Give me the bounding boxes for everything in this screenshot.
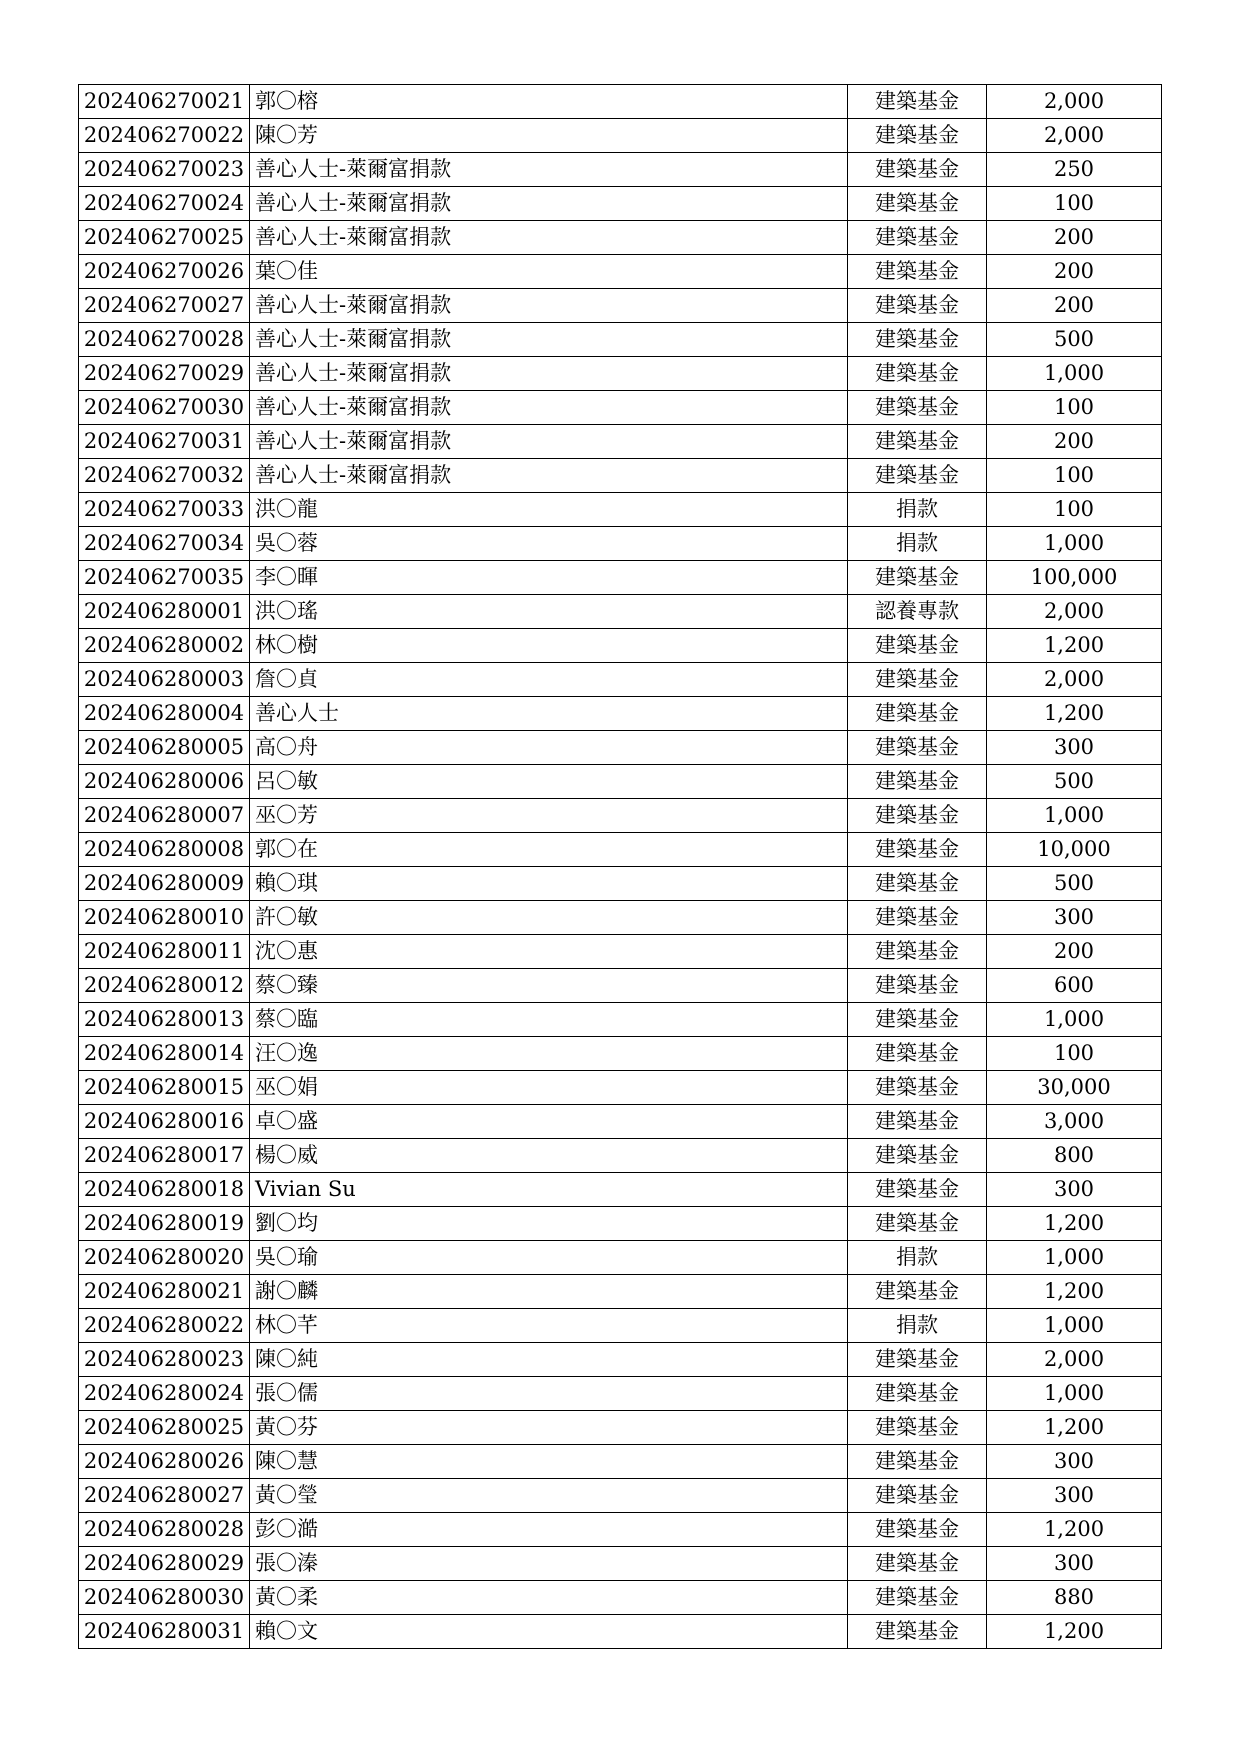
receipt-number-cell: 202406280029 [79, 1547, 250, 1581]
donor-name-cell: 洪〇龍 [250, 493, 848, 527]
donation-type-cell: 建築基金 [848, 323, 987, 357]
donor-name-cell: 洪〇瑤 [250, 595, 848, 629]
receipt-number-cell: 202406280026 [79, 1445, 250, 1479]
donor-name-cell: 善心人士-萊爾富捐款 [250, 391, 848, 425]
amount-cell: 1,000 [987, 527, 1162, 561]
receipt-number-cell: 202406270023 [79, 153, 250, 187]
table-row [79, 1513, 1162, 1547]
table-row [79, 799, 1162, 833]
donor-name-cell: 楊〇威 [250, 1139, 848, 1173]
receipt-number-cell: 202406270034 [79, 527, 250, 561]
amount-cell: 3,000 [987, 1105, 1162, 1139]
receipt-number-cell: 202406280022 [79, 1309, 250, 1343]
receipt-number-cell: 202406280004 [79, 697, 250, 731]
donation-type-cell: 建築基金 [848, 935, 987, 969]
receipt-number-cell: 202406280017 [79, 1139, 250, 1173]
donation-type-cell: 建築基金 [848, 1173, 987, 1207]
donor-name-cell: 善心人士-萊爾富捐款 [250, 425, 848, 459]
amount-cell: 1,000 [987, 1241, 1162, 1275]
receipt-number-cell: 202406280031 [79, 1615, 250, 1649]
donation-type-cell: 建築基金 [848, 799, 987, 833]
amount-cell: 600 [987, 969, 1162, 1003]
donation-type-cell: 建築基金 [848, 1377, 987, 1411]
table-row [79, 1105, 1162, 1139]
table-row [79, 901, 1162, 935]
table-row [79, 255, 1162, 289]
receipt-number-cell: 202406270024 [79, 187, 250, 221]
amount-cell: 1,000 [987, 1003, 1162, 1037]
table-row [79, 663, 1162, 697]
receipt-number-cell: 202406280010 [79, 901, 250, 935]
receipt-number-cell: 202406280016 [79, 1105, 250, 1139]
amount-cell: 200 [987, 221, 1162, 255]
donation-type-cell: 建築基金 [848, 561, 987, 595]
receipt-number-cell: 202406270031 [79, 425, 250, 459]
table-row [79, 595, 1162, 629]
table-row [79, 629, 1162, 663]
donation-type-cell: 建築基金 [848, 1343, 987, 1377]
table-row [79, 1207, 1162, 1241]
table-row [79, 935, 1162, 969]
donor-name-cell: 賴〇文 [250, 1615, 848, 1649]
donor-name-cell: 郭〇榕 [250, 85, 848, 119]
donor-name-cell: Vivian Su [250, 1173, 848, 1207]
amount-cell: 1,200 [987, 1513, 1162, 1547]
donation-type-cell: 建築基金 [848, 1139, 987, 1173]
receipt-number-cell: 202406280011 [79, 935, 250, 969]
amount-cell: 2,000 [987, 85, 1162, 119]
receipt-number-cell: 202406280030 [79, 1581, 250, 1615]
donor-name-cell: 善心人士 [250, 697, 848, 731]
donor-name-cell: 善心人士-萊爾富捐款 [250, 289, 848, 323]
amount-cell: 300 [987, 1445, 1162, 1479]
receipt-number-cell: 202406280028 [79, 1513, 250, 1547]
donation-type-cell: 捐款 [848, 1241, 987, 1275]
receipt-number-cell: 202406280014 [79, 1037, 250, 1071]
donor-name-cell: 郭〇在 [250, 833, 848, 867]
table-row [79, 697, 1162, 731]
donor-name-cell: 沈〇惠 [250, 935, 848, 969]
donation-type-cell: 建築基金 [848, 969, 987, 1003]
donation-type-cell: 建築基金 [848, 459, 987, 493]
donor-name-cell: 善心人士-萊爾富捐款 [250, 187, 848, 221]
donation-type-cell: 建築基金 [848, 629, 987, 663]
table-row [79, 119, 1162, 153]
amount-cell: 1,000 [987, 1309, 1162, 1343]
donor-name-cell: 許〇敏 [250, 901, 848, 935]
table-row [79, 289, 1162, 323]
receipt-number-cell: 202406280021 [79, 1275, 250, 1309]
donation-type-cell: 建築基金 [848, 765, 987, 799]
receipt-number-cell: 202406270033 [79, 493, 250, 527]
donation-type-cell: 建築基金 [848, 1479, 987, 1513]
amount-cell: 1,000 [987, 799, 1162, 833]
donation-type-cell: 建築基金 [848, 1071, 987, 1105]
donation-type-cell: 建築基金 [848, 85, 987, 119]
donation-type-cell: 建築基金 [848, 119, 987, 153]
donor-name-cell: 卓〇盛 [250, 1105, 848, 1139]
donation-type-cell: 捐款 [848, 493, 987, 527]
donation-type-cell: 建築基金 [848, 1037, 987, 1071]
table-row [79, 527, 1162, 561]
donation-type-cell: 建築基金 [848, 1547, 987, 1581]
table-row [79, 153, 1162, 187]
donation-type-cell: 建築基金 [848, 663, 987, 697]
amount-cell: 100 [987, 459, 1162, 493]
receipt-number-cell: 202406270027 [79, 289, 250, 323]
receipt-number-cell: 202406270030 [79, 391, 250, 425]
table-row [79, 1003, 1162, 1037]
table-row [79, 1547, 1162, 1581]
table-row [79, 969, 1162, 1003]
receipt-number-cell: 202406270035 [79, 561, 250, 595]
donor-name-cell: 彭〇澔 [250, 1513, 848, 1547]
amount-cell: 500 [987, 867, 1162, 901]
donor-name-cell: 巫〇芳 [250, 799, 848, 833]
receipt-number-cell: 202406280019 [79, 1207, 250, 1241]
donation-type-cell: 建築基金 [848, 1615, 987, 1649]
amount-cell: 200 [987, 255, 1162, 289]
table-row [79, 1581, 1162, 1615]
donor-name-cell: 黃〇瑩 [250, 1479, 848, 1513]
table-row [79, 731, 1162, 765]
receipt-number-cell: 202406270021 [79, 85, 250, 119]
donation-type-cell: 建築基金 [848, 901, 987, 935]
donation-type-cell: 建築基金 [848, 187, 987, 221]
amount-cell: 300 [987, 1547, 1162, 1581]
table-row [79, 765, 1162, 799]
receipt-number-cell: 202406280025 [79, 1411, 250, 1445]
donation-type-cell: 建築基金 [848, 425, 987, 459]
receipt-number-cell: 202406280008 [79, 833, 250, 867]
table-row [79, 1479, 1162, 1513]
amount-cell: 2,000 [987, 119, 1162, 153]
donor-name-cell: 林〇樹 [250, 629, 848, 663]
amount-cell: 300 [987, 901, 1162, 935]
amount-cell: 1,200 [987, 697, 1162, 731]
table-row [79, 493, 1162, 527]
donation-type-cell: 建築基金 [848, 255, 987, 289]
table-row [79, 1377, 1162, 1411]
amount-cell: 800 [987, 1139, 1162, 1173]
table-row [79, 833, 1162, 867]
receipt-number-cell: 202406280013 [79, 1003, 250, 1037]
amount-cell: 500 [987, 323, 1162, 357]
donation-type-cell: 建築基金 [848, 391, 987, 425]
table-row [79, 1139, 1162, 1173]
receipt-number-cell: 202406270022 [79, 119, 250, 153]
donor-name-cell: 謝〇麟 [250, 1275, 848, 1309]
donor-name-cell: 黃〇柔 [250, 1581, 848, 1615]
donor-name-cell: 李〇暉 [250, 561, 848, 595]
amount-cell: 880 [987, 1581, 1162, 1615]
amount-cell: 100,000 [987, 561, 1162, 595]
amount-cell: 1,200 [987, 1275, 1162, 1309]
donor-name-cell: 善心人士-萊爾富捐款 [250, 323, 848, 357]
receipt-number-cell: 202406280003 [79, 663, 250, 697]
donation-type-cell: 建築基金 [848, 1581, 987, 1615]
amount-cell: 2,000 [987, 595, 1162, 629]
donation-type-cell: 捐款 [848, 527, 987, 561]
donor-name-cell: 林〇芊 [250, 1309, 848, 1343]
donor-name-cell: 陳〇芳 [250, 119, 848, 153]
donation-type-cell: 建築基金 [848, 289, 987, 323]
table-row [79, 1275, 1162, 1309]
donation-type-cell: 建築基金 [848, 1003, 987, 1037]
table-row [79, 323, 1162, 357]
table-row [79, 1037, 1162, 1071]
donation-type-cell: 建築基金 [848, 221, 987, 255]
table-row [79, 1411, 1162, 1445]
table-row [79, 1343, 1162, 1377]
amount-cell: 100 [987, 391, 1162, 425]
amount-cell: 1,000 [987, 1377, 1162, 1411]
donation-type-cell: 建築基金 [848, 153, 987, 187]
table-row [79, 1173, 1162, 1207]
amount-cell: 1,200 [987, 1615, 1162, 1649]
donation-table [78, 84, 1162, 1649]
donor-name-cell: 蔡〇臻 [250, 969, 848, 1003]
receipt-number-cell: 202406280024 [79, 1377, 250, 1411]
receipt-number-cell: 202406270032 [79, 459, 250, 493]
receipt-number-cell: 202406280027 [79, 1479, 250, 1513]
donation-table-body [79, 85, 1162, 1649]
amount-cell: 1,200 [987, 629, 1162, 663]
donation-type-cell: 建築基金 [848, 1105, 987, 1139]
receipt-number-cell: 202406280001 [79, 595, 250, 629]
amount-cell: 250 [987, 153, 1162, 187]
donation-type-cell: 建築基金 [848, 833, 987, 867]
donation-type-cell: 建築基金 [848, 1207, 987, 1241]
donor-name-cell: 汪〇逸 [250, 1037, 848, 1071]
donation-type-cell: 建築基金 [848, 867, 987, 901]
donor-name-cell: 蔡〇臨 [250, 1003, 848, 1037]
table-row [79, 1241, 1162, 1275]
donor-name-cell: 陳〇慧 [250, 1445, 848, 1479]
table-row [79, 391, 1162, 425]
donation-type-cell: 建築基金 [848, 357, 987, 391]
amount-cell: 500 [987, 765, 1162, 799]
amount-cell: 100 [987, 493, 1162, 527]
table-row [79, 1445, 1162, 1479]
receipt-number-cell: 202406270028 [79, 323, 250, 357]
donation-type-cell: 建築基金 [848, 1513, 987, 1547]
table-row [79, 1071, 1162, 1105]
receipt-number-cell: 202406280002 [79, 629, 250, 663]
donor-name-cell: 黃〇芬 [250, 1411, 848, 1445]
amount-cell: 1,200 [987, 1207, 1162, 1241]
donation-type-cell: 建築基金 [848, 1445, 987, 1479]
table-row [79, 1309, 1162, 1343]
donor-name-cell: 詹〇貞 [250, 663, 848, 697]
amount-cell: 200 [987, 935, 1162, 969]
amount-cell: 300 [987, 1173, 1162, 1207]
amount-cell: 2,000 [987, 663, 1162, 697]
donor-name-cell: 劉〇均 [250, 1207, 848, 1241]
receipt-number-cell: 202406270029 [79, 357, 250, 391]
amount-cell: 100 [987, 187, 1162, 221]
receipt-number-cell: 202406280006 [79, 765, 250, 799]
donation-type-cell: 建築基金 [848, 1411, 987, 1445]
amount-cell: 1,000 [987, 357, 1162, 391]
donation-type-cell: 認養專款 [848, 595, 987, 629]
donor-name-cell: 善心人士-萊爾富捐款 [250, 221, 848, 255]
amount-cell: 10,000 [987, 833, 1162, 867]
receipt-number-cell: 202406280005 [79, 731, 250, 765]
amount-cell: 1,200 [987, 1411, 1162, 1445]
donation-type-cell: 捐款 [848, 1309, 987, 1343]
amount-cell: 200 [987, 289, 1162, 323]
donor-name-cell: 呂〇敏 [250, 765, 848, 799]
table-row [79, 85, 1162, 119]
table-row [79, 561, 1162, 595]
donor-name-cell: 善心人士-萊爾富捐款 [250, 459, 848, 493]
donor-name-cell: 吳〇瑜 [250, 1241, 848, 1275]
donor-name-cell: 善心人士-萊爾富捐款 [250, 153, 848, 187]
receipt-number-cell: 202406280020 [79, 1241, 250, 1275]
donor-name-cell: 高〇舟 [250, 731, 848, 765]
receipt-number-cell: 202406280009 [79, 867, 250, 901]
donor-name-cell: 善心人士-萊爾富捐款 [250, 357, 848, 391]
receipt-number-cell: 202406280007 [79, 799, 250, 833]
amount-cell: 300 [987, 1479, 1162, 1513]
table-row [79, 867, 1162, 901]
receipt-number-cell: 202406270026 [79, 255, 250, 289]
receipt-number-cell: 202406280023 [79, 1343, 250, 1377]
donor-name-cell: 陳〇純 [250, 1343, 848, 1377]
receipt-number-cell: 202406280015 [79, 1071, 250, 1105]
amount-cell: 100 [987, 1037, 1162, 1071]
table-row [79, 425, 1162, 459]
table-row [79, 1615, 1162, 1649]
donation-type-cell: 建築基金 [848, 697, 987, 731]
donor-name-cell: 張〇儒 [250, 1377, 848, 1411]
table-row [79, 459, 1162, 493]
receipt-number-cell: 202406280012 [79, 969, 250, 1003]
amount-cell: 300 [987, 731, 1162, 765]
table-row [79, 187, 1162, 221]
table-row [79, 357, 1162, 391]
donor-name-cell: 葉〇佳 [250, 255, 848, 289]
table-row [79, 221, 1162, 255]
donor-name-cell: 賴〇琪 [250, 867, 848, 901]
receipt-number-cell: 202406280018 [79, 1173, 250, 1207]
donation-type-cell: 建築基金 [848, 731, 987, 765]
donor-name-cell: 吳〇蓉 [250, 527, 848, 561]
amount-cell: 30,000 [987, 1071, 1162, 1105]
amount-cell: 200 [987, 425, 1162, 459]
amount-cell: 2,000 [987, 1343, 1162, 1377]
donation-type-cell: 建築基金 [848, 1275, 987, 1309]
donor-name-cell: 巫〇娟 [250, 1071, 848, 1105]
receipt-number-cell: 202406270025 [79, 221, 250, 255]
donor-name-cell: 張〇溱 [250, 1547, 848, 1581]
